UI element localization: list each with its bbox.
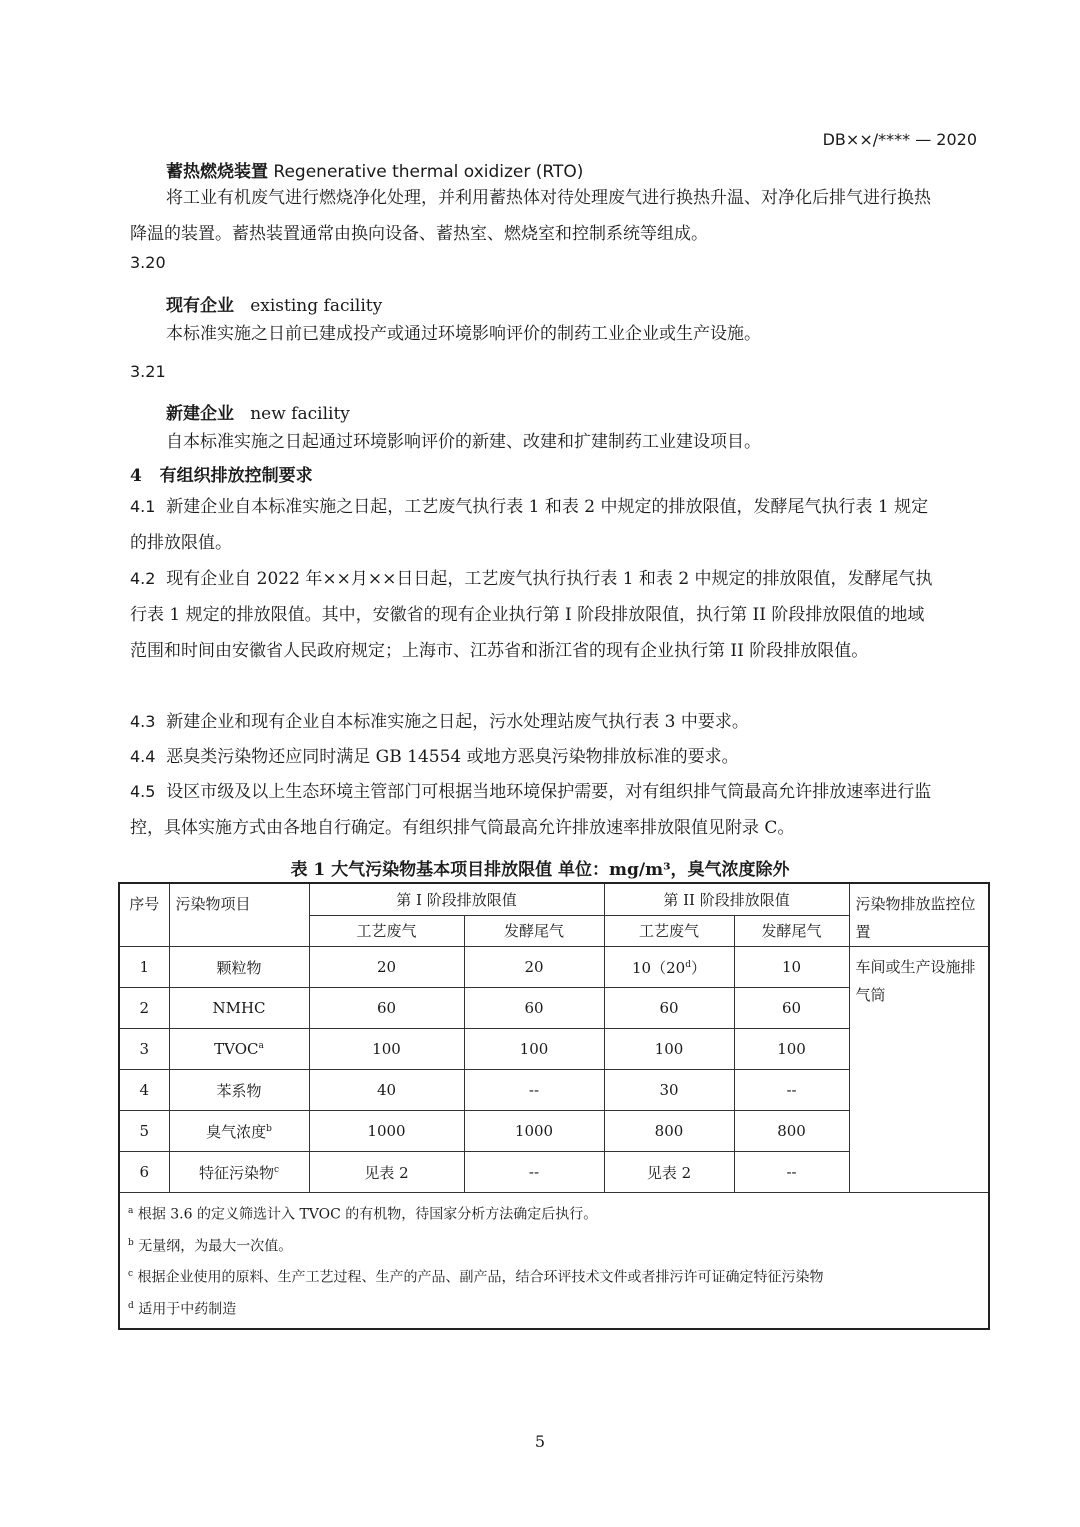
cell-s1-process: 40 [309,1070,464,1111]
subheader-stage1-ferment: 发酵尾气 [464,915,604,946]
clause-4-2 [130,561,940,669]
cell-s2-process [604,988,734,1029]
term-new-en: new facility [250,404,350,424]
cell-s2-ferment: 800 [734,1111,849,1152]
cell-item [169,988,309,1029]
table-1-caption: 表 1 大气污染物基本项目排放限值 单位：mg/m³，臭气浓度除外 [290,860,790,880]
cell-s1-ferment: 1000 [464,1111,604,1152]
cell-s2-ferment: -- [734,1152,849,1193]
cell-s2-process [604,1152,734,1193]
item-name: 臭气浓度 [206,1122,267,1141]
table-note [128,1292,980,1324]
value: 30 [659,1081,679,1099]
cell-s1-ferment: -- [464,1070,604,1111]
clause-text: 新建企业和现有企业自本标准实施之日起，污水处理站废气执行表 3 中要求。 [166,712,749,732]
term-rto [166,157,583,182]
table-notes [119,1193,989,1329]
note-mark: c [128,1269,134,1280]
note-text: 根据企业使用的原料、生产工艺过程、生产的产品、副产品，结合环评技术文件或者排污许可证确定特征污染物 [137,1269,824,1286]
clause-4-3 [130,704,940,740]
table-1 [118,882,990,1330]
cell-item [169,1111,309,1152]
cell-s1-process: 1000 [309,1111,464,1152]
cell-s1-process: 100 [309,1029,464,1070]
cell-s2-process [604,947,734,988]
value: 100 [654,1040,684,1058]
clause-number: 4.2 [130,569,156,588]
value: 10（20 [632,958,686,977]
clause-number: 4.3 [130,712,156,731]
section-3-21-number: 3.21 [130,362,166,381]
page-number: 5 [534,1432,546,1451]
cell-seq: 6 [119,1152,169,1193]
clause-4-1 [130,489,940,561]
cell-seq: 5 [119,1111,169,1152]
term-existing-facility [166,291,382,316]
table-note [128,1229,980,1261]
cell-seq: 4 [119,1070,169,1111]
item-note-mark: c [273,1164,280,1175]
item-name: 苯系物 [216,1081,262,1100]
cell-item [169,1070,309,1111]
term-rto-cn: 蓄热燃烧装置 [166,162,268,182]
cell-location: 车间或生产设施排气筒 [849,947,989,1193]
table-header-row [119,883,989,915]
clause-4-4 [130,739,940,775]
clause-text: 设区市级及以上生态环境主管部门可根据当地环境保护需要，对有组织排气筒最高允许排放速率进行监控，具体实施方式由各地自行确定。有组织排气筒最高允许排放速率排放限值见附录 C。 [130,782,932,838]
cell-s1-ferment: 20 [464,947,604,988]
cell-s2-process [604,1029,734,1070]
clause-number: 4.1 [130,497,156,516]
header-item: 污染物项目 [169,883,309,947]
item-note-mark: a [258,1041,264,1051]
clause-4-5 [130,774,940,846]
note-text: 无量纲，为最大一次值。 [138,1238,293,1255]
cell-item [169,1029,309,1070]
header-stage-2: 第 II 阶段排放限值 [604,883,849,915]
note-mark: b [128,1237,134,1248]
item-name: NMHC [212,999,266,1017]
note-text: 适用于中药制造 [138,1301,237,1318]
clause-text: 新建企业自本标准实施之日起，工艺废气执行表 1 和表 2 中规定的排放限值，发酵尾气执行表 1 规定的排放限值。 [130,497,929,553]
cell-seq: 1 [119,947,169,988]
cell-seq: 3 [119,1029,169,1070]
definition-new-facility: 自本标准实施之日起通过环境影响评价的新建、改建和扩建制药工业建设项目。 [166,432,761,452]
value: 800 [654,1122,684,1140]
value-tail: ） [690,958,706,977]
term-new-cn: 新建企业 [166,404,234,424]
item-name: 颗粒物 [216,958,262,977]
table-row [119,947,989,988]
cell-seq: 2 [119,988,169,1029]
table-note [128,1197,980,1229]
section-4-title: 有组织排放控制要求 [159,466,313,486]
header-stage-1: 第 I 阶段排放限值 [309,883,604,915]
header-seq: 序号 [119,883,169,947]
table-notes-row [119,1193,989,1329]
section-3-20-number: 3.20 [130,253,166,272]
term-existing-cn: 现有企业 [166,296,234,316]
clause-text: 现有企业自 2022 年××月××日日起，工艺废气执行执行表 1 和表 2 中规定的排放限值，发酵尾气执行表 1 规定的排放限值。其中，安徽省的现有企业执行第 I 阶段排放限值，执行第 II 阶段排放限值的地域范围和时间由安徽省人民政府规定；上海市、江苏省和浙江省的现有企业执行第 II 阶段排放限值。 [130,569,933,661]
cell-item [169,1152,309,1193]
cell-s2-ferment: 60 [734,988,849,1029]
cell-s2-ferment: -- [734,1070,849,1111]
item-note-mark: b [266,1123,272,1134]
item-name: TVOC [214,1040,259,1058]
definition-existing-facility: 本标准实施之日前已建成投产或通过环境影响评价的制药工业企业或生产设施。 [166,324,761,344]
clause-text: 恶臭类污染物还应同时满足 GB 14554 或地方恶臭污染物排放标准的要求。 [166,747,739,767]
note-text: 根据 3.6 的定义筛选计入 TVOC 的有机物，待国家分析方法确定后执行。 [137,1206,598,1223]
term-existing-en: existing facility [250,296,383,316]
section-4-number: 4 [130,466,142,486]
value-note-mark: d [685,959,691,970]
table-note [128,1260,980,1292]
cell-s2-process [604,1070,734,1111]
header-location: 污染物排放监控位置 [849,883,989,947]
cell-item [169,947,309,988]
cell-s2-ferment: 100 [734,1029,849,1070]
term-rto-en: Regenerative thermal oxidizer (RTO) [273,162,584,182]
clause-number: 4.5 [130,782,156,801]
note-mark: a [128,1206,134,1216]
cell-s1-process: 20 [309,947,464,988]
standard-code: DB××/**** — 2020 [822,130,977,149]
section-4-heading [130,461,313,486]
value: 见表 2 [646,1163,692,1182]
cell-s1-ferment: -- [464,1152,604,1193]
cell-s1-process: 见表 2 [309,1152,464,1193]
definition-rto: 将工业有机废气进行燃烧净化处理，并利用蓄热体对待处理废气进行换热升温、对净化后排气进行换热降温的装置。蓄热装置通常由换向设备、蓄热室、燃烧室和控制系统等组成。 [130,188,931,244]
cell-s1-ferment: 100 [464,1029,604,1070]
term-new-facility [166,399,350,424]
subheader-stage1-process: 工艺废气 [309,915,464,946]
cell-s2-process [604,1111,734,1152]
clause-number: 4.4 [130,747,156,766]
value: 60 [659,999,679,1017]
item-name: 特征污染物 [198,1163,274,1182]
subheader-stage2-ferment: 发酵尾气 [734,915,849,946]
cell-s2-ferment: 10 [734,947,849,988]
cell-s1-ferment: 60 [464,988,604,1029]
note-mark: d [128,1300,134,1311]
subheader-stage2-process: 工艺废气 [604,915,734,946]
cell-s1-process: 60 [309,988,464,1029]
